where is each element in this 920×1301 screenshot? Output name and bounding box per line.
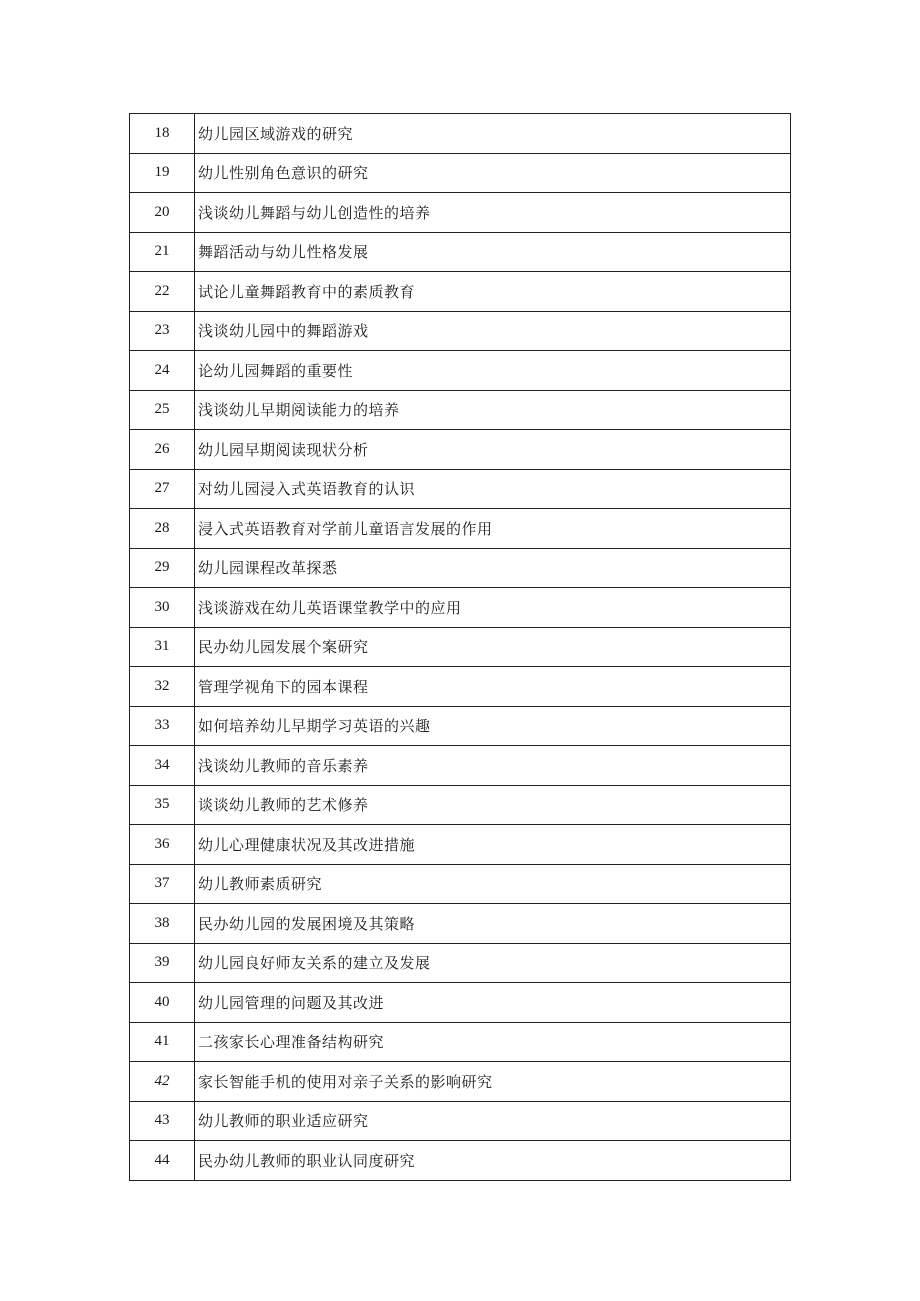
row-title: 幼儿教师素质研究 — [195, 864, 791, 904]
table-row — [130, 864, 791, 904]
table-row — [130, 509, 791, 549]
row-number: 30 — [130, 588, 195, 628]
row-title: 浅谈幼儿教师的音乐素养 — [195, 746, 791, 786]
row-number: 37 — [130, 864, 195, 904]
table-row — [130, 430, 791, 470]
table-row — [130, 193, 791, 233]
row-number: 31 — [130, 627, 195, 667]
table-row — [130, 390, 791, 430]
row-number: 28 — [130, 509, 195, 549]
row-number: 25 — [130, 390, 195, 430]
table-row — [130, 1062, 791, 1102]
row-number: 18 — [130, 114, 195, 154]
row-title: 幼儿心理健康状况及其改进措施 — [195, 825, 791, 865]
row-number: 33 — [130, 706, 195, 746]
table-row — [130, 272, 791, 312]
row-number: 27 — [130, 469, 195, 509]
row-title: 家长智能手机的使用对亲子关系的影响研究 — [195, 1062, 791, 1102]
row-number: 44 — [130, 1141, 195, 1181]
table-row — [130, 469, 791, 509]
table-row — [130, 548, 791, 588]
table-row — [130, 746, 791, 786]
row-title: 浅谈游戏在幼儿英语课堂教学中的应用 — [195, 588, 791, 628]
table-row — [130, 588, 791, 628]
row-title: 管理学视角下的园本课程 — [195, 667, 791, 707]
row-title: 如何培养幼儿早期学习英语的兴趣 — [195, 706, 791, 746]
row-title: 舞蹈活动与幼儿性格发展 — [195, 232, 791, 272]
row-number: 24 — [130, 351, 195, 391]
row-title: 幼儿园课程改革探悉 — [195, 548, 791, 588]
row-title: 浅谈幼儿早期阅读能力的培养 — [195, 390, 791, 430]
row-title: 幼儿园早期阅读现状分析 — [195, 430, 791, 470]
row-title: 幼儿园管理的问题及其改进 — [195, 983, 791, 1023]
row-title: 民办幼儿园的发展困境及其策略 — [195, 904, 791, 944]
row-title: 幼儿教师的职业适应研究 — [195, 1101, 791, 1141]
table-row — [130, 825, 791, 865]
row-title: 浅谈幼儿舞蹈与幼儿创造性的培养 — [195, 193, 791, 233]
table-row — [130, 943, 791, 983]
row-title: 二孩家长心理准备结构研究 — [195, 1022, 791, 1062]
row-number: 42 — [130, 1062, 195, 1102]
row-title: 民办幼儿教师的职业认同度研究 — [195, 1141, 791, 1181]
table-row — [130, 1101, 791, 1141]
row-number: 29 — [130, 548, 195, 588]
row-title: 幼儿园良好师友关系的建立及发展 — [195, 943, 791, 983]
table-row — [130, 904, 791, 944]
row-title: 论幼儿园舞蹈的重要性 — [195, 351, 791, 391]
row-number: 40 — [130, 983, 195, 1023]
row-title: 谈谈幼儿教师的艺术修养 — [195, 785, 791, 825]
row-title: 浸入式英语教育对学前儿童语言发展的作用 — [195, 509, 791, 549]
row-number: 21 — [130, 232, 195, 272]
row-title: 幼儿性别角色意识的研究 — [195, 153, 791, 193]
table-row — [130, 311, 791, 351]
row-number: 43 — [130, 1101, 195, 1141]
row-title: 试论儿童舞蹈教育中的素质教育 — [195, 272, 791, 312]
table-row — [130, 785, 791, 825]
table-row — [130, 351, 791, 391]
table-row — [130, 1022, 791, 1062]
row-number: 35 — [130, 785, 195, 825]
row-number: 32 — [130, 667, 195, 707]
row-number: 34 — [130, 746, 195, 786]
table-row — [130, 153, 791, 193]
table-row — [130, 1141, 791, 1181]
row-title: 幼儿园区域游戏的研究 — [195, 114, 791, 154]
table-row — [130, 114, 791, 154]
row-number: 39 — [130, 943, 195, 983]
table-row — [130, 667, 791, 707]
row-number: 22 — [130, 272, 195, 312]
table-row — [130, 983, 791, 1023]
topics-table — [129, 113, 791, 1181]
table-row — [130, 706, 791, 746]
table-row — [130, 232, 791, 272]
row-title: 浅谈幼儿园中的舞蹈游戏 — [195, 311, 791, 351]
topics-table-body — [130, 114, 791, 1181]
row-number: 19 — [130, 153, 195, 193]
row-number: 20 — [130, 193, 195, 233]
row-number: 26 — [130, 430, 195, 470]
row-number: 41 — [130, 1022, 195, 1062]
row-title: 民办幼儿园发展个案研究 — [195, 627, 791, 667]
row-number: 36 — [130, 825, 195, 865]
row-number: 23 — [130, 311, 195, 351]
table-row — [130, 627, 791, 667]
row-number: 38 — [130, 904, 195, 944]
row-title: 对幼儿园浸入式英语教育的认识 — [195, 469, 791, 509]
